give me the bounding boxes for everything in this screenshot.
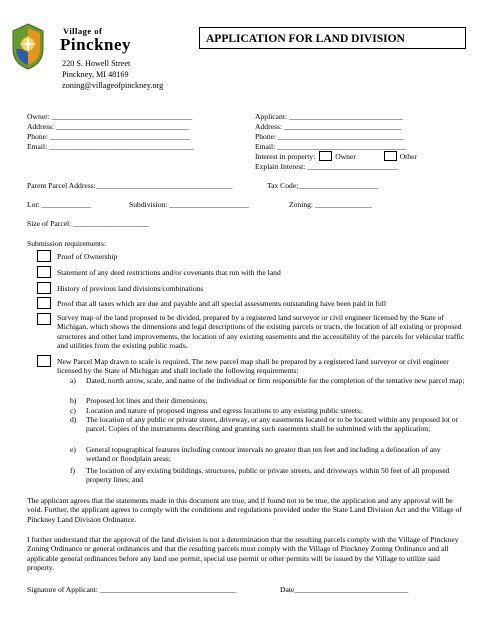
deed-restrictions-checkbox[interactable] (37, 266, 51, 278)
subrequirement-text: General topographical features including contour intervals no greater than ten feet and including a delineation of any wetland or floodplain areas; (86, 445, 441, 464)
owner-email-field[interactable]: Email: ______________________________________ (27, 142, 194, 151)
subrequirement-text: Location and nature of proposed ingress and egress locations to any existing public streets; (86, 406, 363, 415)
subrequirement-item (70, 376, 466, 385)
subrequirement-item (70, 406, 466, 415)
lot-field[interactable]: Lot: _____________ (27, 200, 91, 209)
taxes-paid-checkbox[interactable] (37, 297, 51, 309)
address-line-2: Pinckney, MI 48169 (62, 70, 129, 79)
subrequirement-text: Dated, north arrow, scale, and name of the individual or firm responsible for the completion of the tentative new parcel map; (86, 376, 465, 385)
subrequirement-letter: a) (70, 376, 76, 385)
village-address (62, 58, 163, 91)
subrequirement-item (70, 466, 466, 485)
other-checkbox[interactable] (384, 151, 397, 161)
subrequirement-letter: b) (70, 396, 77, 405)
previous-divisions-checkbox[interactable] (37, 282, 51, 294)
other-option-label: Other (399, 152, 417, 161)
date-field[interactable]: Date______________________________ (280, 585, 409, 594)
address-line-1: 220 S. Howell Street (62, 59, 131, 68)
survey-map-checkbox[interactable] (37, 313, 51, 325)
subrequirement-text: The location of any public or private street, driveway, or any easements located or to be located within any proposed lot or parcel. Copies of the instruments describing and granting such easements shall be submitted with the application; (86, 415, 459, 434)
village-of-text: Village of (63, 26, 103, 36)
applicant-field[interactable]: Applicant: ______________________________ (255, 112, 403, 121)
form-title: APPLICATION FOR LAND DIVISION (199, 27, 466, 49)
village-name: Pinckney (60, 35, 132, 54)
subrequirement-item (70, 445, 466, 464)
subrequirement-item (70, 415, 466, 434)
applicant-email-field[interactable]: Email: __________________________________ (255, 142, 407, 151)
requirement-item: Proof that all taxes which are due and payable and all special assessments outstanding have been paid in full (57, 299, 386, 308)
proof-ownership-checkbox[interactable] (37, 250, 51, 262)
interest-in-property (255, 151, 417, 161)
zoning-field[interactable]: Zoning: _______________ (289, 200, 372, 209)
subrequirement-letter: f) (70, 466, 76, 475)
explain-interest-field[interactable]: Explain Interest: ________________________ (255, 162, 399, 171)
subdivision-field[interactable]: Subdivision: _____________________ (129, 200, 250, 209)
subrequirement-text: Proposed lot lines and their dimensions; (86, 396, 208, 405)
owner-phone-field[interactable]: Phone: _____________________________________ (27, 132, 191, 141)
email-address: zoning@villageofpinckney.org (62, 81, 164, 90)
requirement-item: New Parcel Map drawn to scale is required. The new parcel map shall be prepared by a registered land surveyor or civil engineer licensed by the State of Michigan and shall include the following requirements: (57, 357, 449, 376)
requirement-item: Proof of Ownership (57, 252, 118, 261)
size-of-parcel-field[interactable]: Size of Parcel: ____________________ (27, 219, 150, 228)
subrequirement-item (70, 396, 466, 405)
parent-parcel-address-field[interactable]: Parent Parcel Address:____________________________________ (27, 181, 233, 190)
owner-checkbox[interactable] (319, 151, 332, 161)
interest-label: Interest in property: (255, 152, 316, 161)
subrequirement-text: The location of any existing buildings, structures, public or private streets, and driveways within 50 feet of all proposed property lines; and (86, 466, 450, 485)
agreement-paragraph: The applicant agrees that the statements made in this document are true, and if found not to be true, the application and any approval will be void. Further, the applicant agrees to comply with the conditions and regulations provided under the State Land Division Act and the Village of Pinckney Land Division Ordinance. (27, 496, 462, 524)
subrequirement-letter: e) (70, 445, 76, 454)
owner-field[interactable]: Owner: _____________________________________ (27, 112, 193, 121)
submission-heading: Submission requirements: (27, 239, 107, 248)
requirement-item: Survey map of the land proposed to be divided, prepared by a registered land surveyor or civil engineer licensed by the State of Michigan, which shows the dimensions and legal descriptions of the existing parcels or tracts, the location of all existing or proposed structures and other land improvements, the location of any existing easements and the accessibility of the parcels for vehicular traffic and utilities from the existing public roads. (57, 313, 465, 350)
new-parcel-map-checkbox[interactable] (37, 355, 51, 367)
requirement-item: Statement of any deed restrictions and/or covenants that run with the land (57, 268, 281, 277)
subrequirement-letter: c) (70, 406, 76, 415)
understanding-paragraph: I further understand that the approval of the land division is not a determination that the resulting parcels comply with the Village of Pinckney Zoning Ordinance or general ordinances and that the resulting parcels must comply with the Village of Pinckney Zoning Ordinance and all applicable general ordinances before any land use permit, special use permit or other permits will be issued by the Village to utilize said property. (27, 535, 459, 572)
applicant-address-field[interactable]: Address: _______________________________ (255, 122, 402, 131)
tax-code-field[interactable]: Tax Code:_____________________ (267, 181, 379, 190)
owner-option-label: Owner (335, 152, 356, 161)
applicant-phone-field[interactable]: Phone: _________________________________ (255, 132, 404, 141)
requirement-item: History of previous land divisions/combinations (57, 284, 204, 293)
owner-address-field[interactable]: Address: ___________________________________ (27, 122, 189, 131)
signature-field[interactable]: Signature of Applicant: ____________________________________ (27, 585, 237, 594)
village-logo-icon (10, 22, 46, 70)
subrequirement-letter: d) (70, 415, 77, 424)
